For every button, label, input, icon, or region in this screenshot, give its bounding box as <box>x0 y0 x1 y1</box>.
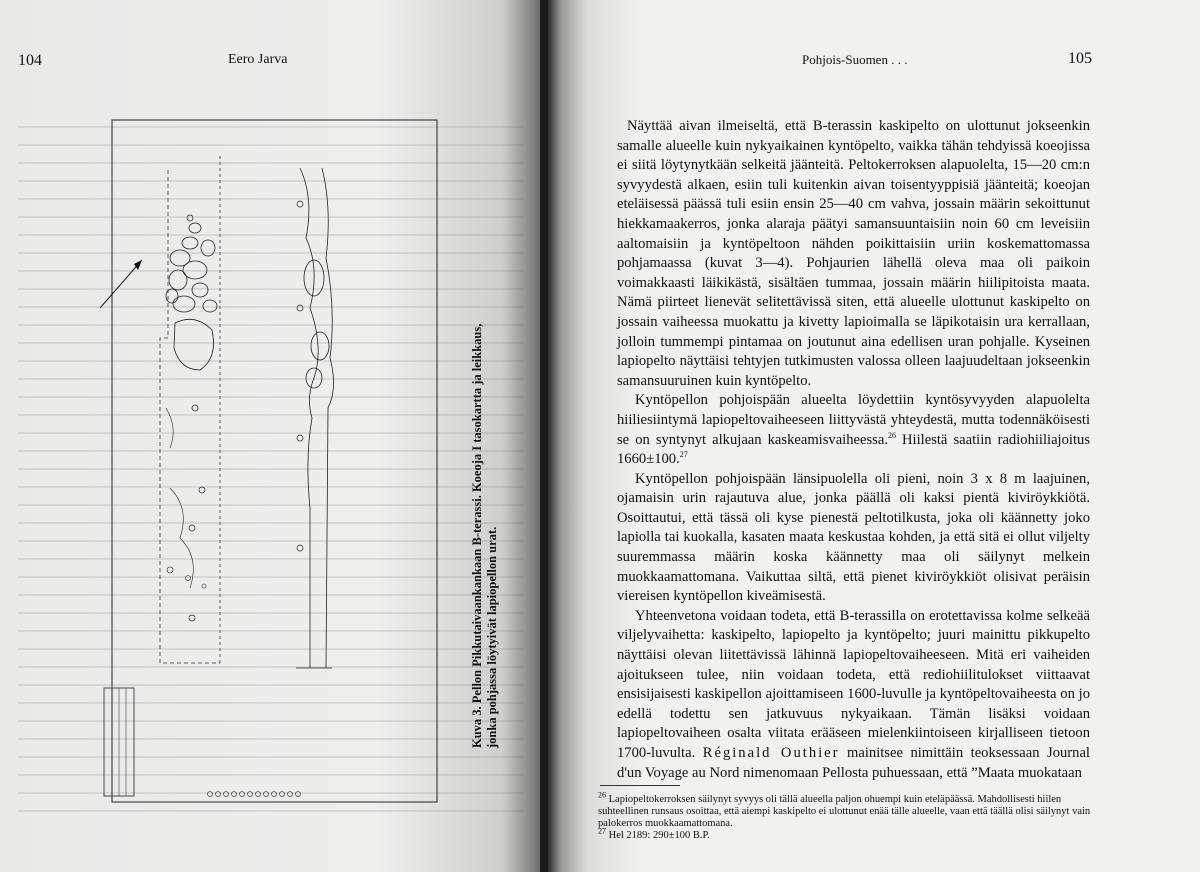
body-text <box>617 117 1090 783</box>
footnote-26 <box>598 790 1098 830</box>
footnote-rule <box>600 785 680 786</box>
page-number-left: 104 <box>18 52 42 69</box>
figure-caption: Kuva 3. Pellon Pikkutaivaankankaan B-terassi. Koeoja I tasokartta ja leikkaus, jonka pohjassa löytyivät lapiopellon urat. <box>470 323 499 748</box>
paragraph-2 <box>617 391 1090 469</box>
legend-symbols <box>208 792 301 797</box>
site-plan-figure <box>100 108 445 808</box>
paragraph-4-text: Yhteenvetona voidaan todeta, että B-terassilla on erotettavissa kolme selkeää viljelyvaihetta: kaskipelto, lapiopelto ja kyntöpelto; juuri mainittu pikkupelto näyttäisi olevan liitettävissä lähinnä lapiopeltovaiheeseen. Mitä eri vaiheiden ajoitukseen tulee, niin voidaan todeta, että rediohiilitulokset viittaavat ensisijaisesti kaskipellon ajoittamiseen 1600-luvulle ja kyntöpeltovaiheesta on jo edellä todettu sen jatkuvuus nykyaikaan. Tämän lisäksi voidaan lapiopeltovaiheen osalta viitata erääseen mielenkiintoiseen kirjalliseen tietoon 1700-luvulta. <box>617 607 1090 761</box>
legend-table <box>104 688 134 796</box>
page-number-right: 105 <box>1068 50 1092 67</box>
section-profile <box>296 168 334 668</box>
left-page <box>0 0 540 872</box>
footnotes <box>598 790 1098 842</box>
footnote-ref-27: 27 <box>679 450 688 460</box>
paragraph-2-tail: Hiilestä saatiin radiohiiliajoitus 1660±100. <box>617 431 1090 468</box>
figure-frame <box>112 120 437 802</box>
footnote-num: 27 <box>598 826 606 836</box>
book-gutter <box>540 0 548 872</box>
footnote-27 <box>598 826 1098 842</box>
footnote-num: 26 <box>598 790 606 800</box>
paragraph-3: Kyntöpellon pohjoispään länsipuolella oli pieni, noin 3 x 8 m laajuinen, ojamaisin urin rajautuva alue, jonka päällä oli kaksi pientä kiviröykkiötä. Osoittautui, että tässä oli kyse pienestä peltotilkusta, joka oli käännetty joko lapiolla tai kuokalla, kasaten maata keskustaa kohden, ja että sitä ei ollut viljelty suuremmassa määrin koska käännetty maa oli säilynyt melkein muokkaamattomana. Vaikuttaa siltä, että pienet kiviröykkiöt olisivat peräisin viereisen kyntöpellon kiveämisestä. <box>617 470 1090 605</box>
paragraph-1: Näyttää aivan ilmeiseltä, että B-terassin kaskipelto on ulottunut jokseenkin samalle alueelle kuin nykyaikainen kyntöpelto, vaikka tähän tehdyissä koeojissa ei siitä löytynytkään selkeitä jäänteitä. Peltokerroksen alapuolelta, 15—20 cm:n syvyydestä alkaen, esiin tuli kuitenkin aivan toisentyyppisiä jäänteitä; koeojan eteläisessä päässä tuli esiin ensin 25—40 cm vahva, jossain määrin sekoittunut hiekkamaakerros, jonka alaraja päätyi samansuuntaisiin noin 60 cm leveisiin aaltomaisiin ja kyntöpeltoon nähden poikittaisiin uriin koskemattomassa pohjamaassa (kuvat 3—4). Pohjaurien lähellä oleva maa oli paikoin voimakkaasti läikikästä, sisältäen tummaa, jossain määrin hiilipitoista maata. Nämä piirteet lienevät selitettävissä siten, että alueelle ulottunut kaskipelto on jossain vaiheessa muokattu ja kivetty lapioimalla se läpikotaisin ura kerrallaan, jolloin tummempi pintamaa on joutunut aina edellisen uran pohjalle. Kyseinen lapiopelto näyttäisi tehtyjen tutkimusten valossa olleen laajuudeltaan jokseenkin samansuuruinen kuin kyntöpelto. <box>617 118 1090 389</box>
running-head-left: Eero Jarva <box>228 52 288 67</box>
stone-scatter <box>166 408 206 588</box>
north-arrow-icon <box>100 260 142 308</box>
footnote-text: Lapiopeltokerroksen säilynyt syvyys oli tällä alueella paljon ohuempi kuin eteläpäässä. Mahdollisesti hiilen suhteellinen runsaus osoittaa, että aiempi kaskipelto ei ulottunut enää tälle alueelle, vaan että täällä olisi säilynyt vain palokerros muokkaamattomana. <box>598 794 1091 829</box>
footnote-ref-26: 26 <box>887 430 896 440</box>
paragraph-4-tail: mainitsee nimittäin teoksessaan Journal d'un Voyage au Nord nimenomaan Pellosta puhuessaan, että ”Maata muokataan <box>617 745 1090 781</box>
stone-cluster <box>166 223 217 370</box>
author-name: Réginald Outhier <box>702 745 840 761</box>
footnote-text: Hel 2189: 290±100 B.P. <box>608 830 710 841</box>
paragraph-4 <box>617 607 1090 783</box>
paragraph-2-text: Kyntöpellon pohjoispään alueelta löydettiin kyntösyvyyden alapuolelta hiiliesiintymä lapiopeltovaiheeseen liittyvästä yhteydestä, mutta todennäköisesti se on syntynyt alkujaan kaskeamisvaiheessa. <box>617 392 1090 448</box>
running-head-right: Pohjois-Suomen . . . <box>802 52 908 67</box>
